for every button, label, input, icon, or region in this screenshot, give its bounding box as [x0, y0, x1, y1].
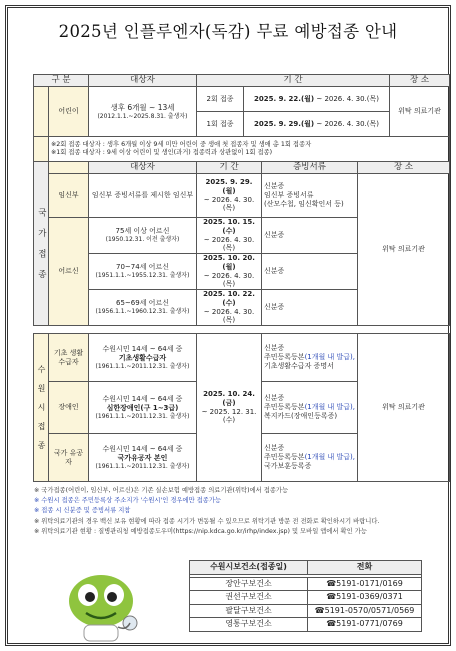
- elderly65-period: [197, 290, 262, 326]
- header-target: 대상자: [89, 75, 197, 87]
- dose1-end: ~ 2026. 4. 30.(목): [316, 119, 379, 128]
- disabled-doc-2b: (1개월 내 발급),: [304, 403, 355, 412]
- disabled-line1: 수원시민 14세 ~ 64세 중: [102, 395, 183, 403]
- contact-row: [190, 591, 422, 605]
- header-period: 기 간: [197, 75, 390, 87]
- national-header-blank: [49, 162, 89, 174]
- disabled-doc-2a: 주민등록등본: [264, 403, 305, 412]
- pregnant-target: 임신부 증빙서류를 제시한 임신부: [89, 174, 197, 218]
- basic-range: (1961.1.1.~2011.12.31. 출생자): [95, 362, 190, 370]
- disabled-label: 장애인: [49, 382, 89, 434]
- basic-doc-2a: 주민등록등본: [264, 353, 305, 362]
- veteran-range: (1961.1.1.~2011.12.31. 출생자): [95, 462, 190, 470]
- basic-doc-1: 신분증: [264, 344, 285, 353]
- city-date: 2025. 10. 24.(금): [203, 390, 255, 407]
- children-notes: [49, 137, 450, 162]
- children-note-2: ※1회 접종 대상자 : 9세 이상 어린이 및 생인(과거) 접종력과 상관없이 1회 접종): [51, 149, 273, 156]
- elderly75-end: ~ 2026. 4. 30.(목): [203, 235, 255, 253]
- contact-phone: ☎5191-0171/0169: [308, 577, 422, 591]
- disabled-doc-2: [264, 403, 355, 412]
- children-label: 어린이: [49, 87, 89, 137]
- veteran-target: [89, 434, 197, 482]
- dose1-label: 1회 접종: [197, 112, 244, 137]
- children-target-range: (2012.1.1.~2025.8.31. 출생자): [97, 112, 188, 120]
- veteran-docs: [262, 434, 358, 482]
- contacts-header-phone: 전화: [308, 561, 422, 575]
- dose1-period: [244, 112, 390, 137]
- elderly70-date: 2025. 10. 20.(월): [203, 254, 255, 271]
- pregnant-date: 2025. 9. 29.(월): [205, 178, 253, 195]
- pregnant-doc-1: 신분증: [264, 182, 285, 191]
- elderly65-range: (1956.1.1.~1960.12.31. 출생자): [95, 308, 190, 316]
- notice-page: [5, 5, 451, 646]
- elderly65-date: 2025. 10. 22.(수): [203, 290, 255, 307]
- basic-docs: [262, 334, 358, 382]
- city-period: [197, 334, 262, 482]
- children-table: [33, 74, 450, 162]
- pregnant-doc-3: (산모수첩, 임신확인서 등): [264, 199, 344, 208]
- contact-row: [190, 604, 422, 618]
- basic-doc-3: 기초생활수급자 증명서: [264, 361, 334, 370]
- city-place: 위탁 의료기관: [358, 334, 450, 482]
- national-label: 국 가 접 종: [34, 162, 49, 326]
- national-header-docs: 증빙서류: [262, 162, 358, 174]
- veteran-doc-3: 국가보훈등록증: [264, 461, 312, 470]
- dose1-start: 2025. 9. 29.(월): [254, 119, 315, 128]
- contact-phone: ☎5191-0570/0571/0569: [308, 604, 422, 618]
- note-item: ※ 국가접종(어린이, 임신부, 어르신)은 기존 실손보험 예방접종 의료기관(위탁)에서 접종가능: [34, 487, 289, 494]
- pregnant-label: 임신부: [49, 174, 89, 218]
- basic-label: 기초 생활 수급자: [49, 334, 89, 382]
- elderly70-end: ~ 2026. 4. 30.(목): [203, 271, 255, 289]
- contact-phone: ☎5191-0369/0371: [308, 591, 422, 605]
- children-place: 위탁 의료기관: [390, 87, 450, 137]
- elderly70-title: 70~74세 어르신: [116, 263, 169, 272]
- basic-line2: 기초생활수급자: [118, 353, 167, 362]
- contact-name: 장안구보건소: [190, 577, 308, 591]
- national-header-target: 대상자: [89, 162, 197, 174]
- basic-line1: 수원시민 14세 ~ 64세 중: [102, 345, 183, 353]
- national-place: 위탁 의료기관: [358, 174, 450, 326]
- veteran-label: 국가 유공자: [49, 434, 89, 482]
- elderly70-target: [89, 254, 197, 290]
- notes-list: [34, 486, 448, 537]
- dose2-end: ~ 2026. 4. 30.(목): [316, 94, 379, 103]
- veteran-doc-1: 신분증: [264, 444, 285, 453]
- elderly75-period: [197, 218, 262, 254]
- page-title: 2025년 인플루엔자(독감) 무료 예방접종 안내: [58, 22, 398, 41]
- disabled-line2: 심한장애인(구 1~3급): [106, 403, 179, 412]
- elderly65-end: ~ 2026. 4. 30.(목): [203, 307, 255, 325]
- city-label: 수 원 시 접 종: [34, 334, 49, 482]
- contact-phone: ☎5191-0771/0769: [308, 618, 422, 632]
- disabled-doc-1: 신분증: [264, 394, 285, 403]
- note-item: ※ 접종 시 신분증 및 증빙서류 지참: [34, 507, 131, 515]
- header-category: 구 분: [34, 75, 89, 87]
- contact-row: [190, 618, 422, 632]
- disabled-target: [89, 382, 197, 434]
- children-target: [89, 87, 197, 137]
- pregnant-doc-2: 임신부 증빙서류: [264, 191, 314, 200]
- veteran-doc-2a: 주민등록등본: [264, 453, 305, 462]
- pregnant-end: ~ 2026. 4. 30.(목): [203, 195, 255, 213]
- pregnant-docs: [262, 174, 358, 218]
- disabled-range: (1961.1.1.~2011.12.31. 출생자): [95, 412, 190, 420]
- national-header-period: 기 간: [197, 162, 262, 174]
- elderly65-target: [89, 290, 197, 326]
- elderly65-title: 65~69세 어르신: [116, 299, 169, 308]
- disabled-doc-3: 복지카드(장애인등록증): [264, 411, 338, 420]
- elderly75-docs: 신분증: [262, 218, 358, 254]
- national-table: [33, 161, 450, 326]
- elderly65-docs: 신분증: [262, 290, 358, 326]
- city-end: ~ 2025. 12. 31.(수): [201, 407, 257, 425]
- contact-row: [190, 577, 422, 591]
- contact-name: 팔달구보건소: [190, 604, 308, 618]
- elderly75-title: 75세 이상 어르신: [115, 227, 170, 236]
- veteran-doc-2b: (1개월 내 발급),: [304, 453, 355, 462]
- elderly70-range: (1951.1.1.~1955.12.31. 출생자): [95, 272, 190, 280]
- contact-name: 권선구보건소: [190, 591, 308, 605]
- header-place: 장 소: [390, 75, 450, 87]
- children-note-1: ※2회 접종 대상자 : 생후 6개월 이상 9세 미만 어린이 중 생애 첫 접종자 및 생애 총 1회 접종자: [51, 141, 312, 149]
- dose2-period: [244, 87, 390, 112]
- contacts-table: [189, 560, 422, 632]
- elderly70-period: [197, 254, 262, 290]
- disabled-docs: [262, 382, 358, 434]
- elderly-label: 어르신: [49, 218, 89, 326]
- basic-doc-2: [264, 353, 355, 362]
- note-item: ※ 위탁의료기관 현황 : 질병관리청 예방접종도우미(https://nip.kdca.go.kr/irhp/index.jsp) 및 모바일 앱에서 확인 가능: [34, 527, 367, 535]
- dose2-start: 2025. 9. 22.(월): [254, 94, 315, 103]
- note-item: ※ 위탁의료기관의 경우 백신 보유 현황에 따라 접종 시기가 변동될 수 있으므로 위탁기관 방문 전 전화로 확인하시기 바랍니다.: [34, 517, 380, 525]
- veteran-line2: 국가유공자 본인: [117, 453, 168, 462]
- pregnant-period: [197, 174, 262, 218]
- basic-target: [89, 334, 197, 382]
- contact-name: 영통구보건소: [190, 618, 308, 632]
- veteran-line1: 수원시민 14세 ~ 64세 중: [102, 445, 183, 453]
- city-table: [33, 333, 450, 482]
- note-item: ※ 수원시 접종은 주민등록상 주소지가 '수원시'인 경우에만 접종가능: [34, 497, 221, 505]
- elderly75-target: [89, 218, 197, 254]
- dose2-label: 2회 접종: [197, 87, 244, 112]
- basic-doc-2b: (1개월 내 발급),: [304, 353, 355, 362]
- veteran-doc-2: [264, 453, 355, 462]
- children-target-age: 생후 6개월 ~ 13세: [110, 102, 175, 112]
- children-left-margin: [34, 87, 49, 137]
- contacts-header-name: 수원시보건소(접종일): [190, 561, 308, 575]
- elderly75-range: (1950.12.31. 이전 출생자): [105, 236, 180, 244]
- elderly75-date: 2025. 10. 15.(수): [203, 218, 255, 235]
- national-header-place: 장 소: [358, 162, 450, 174]
- elderly70-docs: 신분증: [262, 254, 358, 290]
- children-note-margin: [34, 137, 49, 162]
- mascot-character-icon: [46, 561, 156, 643]
